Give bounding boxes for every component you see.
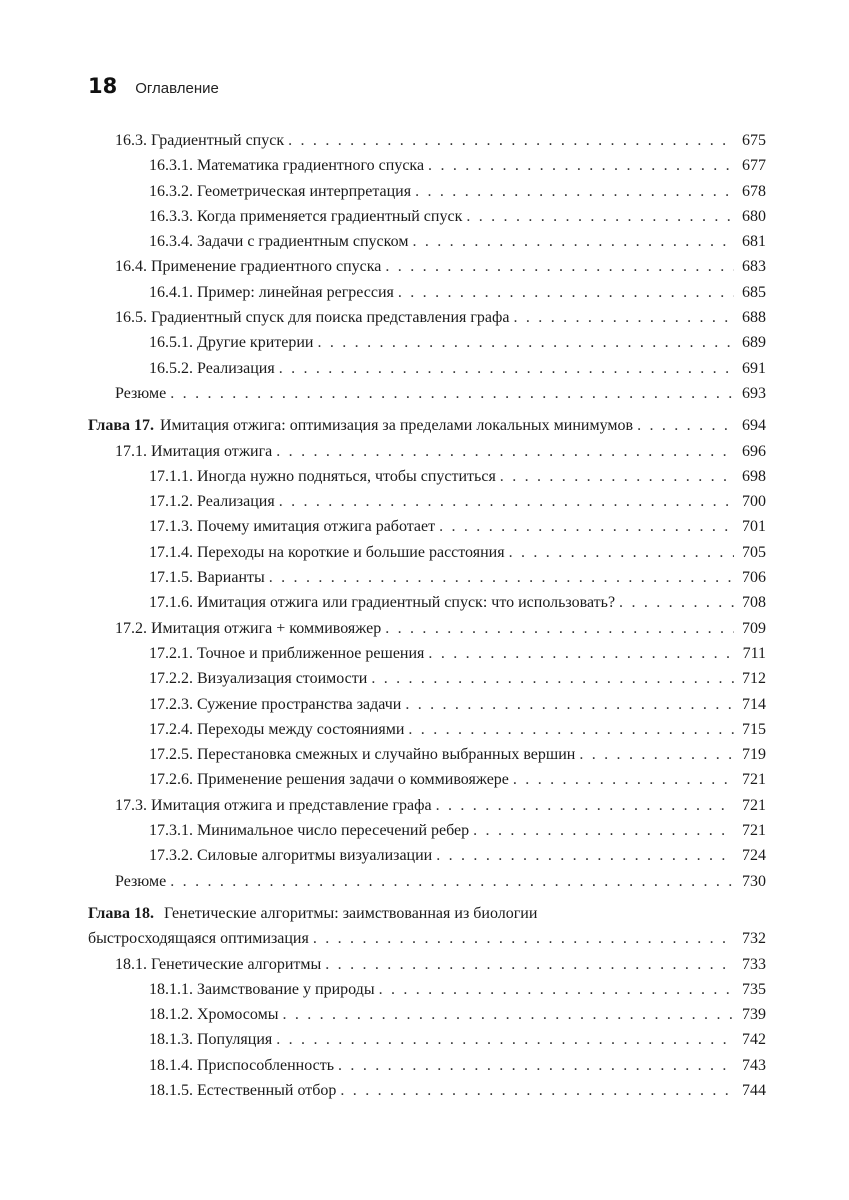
page-ref: 678 [742,182,766,200]
dot-leader [313,926,734,951]
toc-entry[interactable] [88,692,766,717]
chapter-label: Глава 18. [88,904,154,922]
page-ref: 721 [742,771,766,789]
entry-title: 16.4.1. Пример: линейная регрессия [149,283,394,301]
page-ref: 730 [742,872,766,890]
toc-entry[interactable] [88,229,766,254]
toc-entry[interactable] [88,977,766,1002]
toc-entry[interactable] [88,1078,766,1103]
dot-leader [288,128,734,153]
page-ref: 706 [742,569,766,587]
dot-leader [436,843,734,868]
dot-leader [466,204,734,229]
dot-leader [385,616,734,641]
toc-entry[interactable] [88,439,766,464]
toc-entry[interactable] [88,179,766,204]
page-ref: 735 [742,980,766,998]
entry-title: 17.2.3. Сужение пространства задачи [149,695,402,713]
page-ref: 708 [742,594,766,612]
entry-title: 17.1. Имитация отжига [115,442,273,460]
page-ref: 705 [742,543,766,561]
chapter-title-line2: быстросходящаяся оптимизация [88,930,309,948]
toc-entry[interactable] [88,590,766,615]
dot-leader [170,381,734,406]
entry-title: 17.1.1. Иногда нужно подняться, чтобы спуститься [149,467,496,485]
dot-leader [428,153,734,178]
toc-entry[interactable] [88,952,766,977]
page-ref: 677 [742,157,766,175]
toc-entry[interactable] [88,666,766,691]
toc-block-chapter18 [88,952,766,1104]
entry-title: 17.2. Имитация отжига + коммивояжер [115,619,382,637]
entry-title: 17.1.6. Имитация отжига или градиентный спуск: что использовать? [149,594,616,612]
dot-leader [514,305,735,330]
toc-entry[interactable] [88,742,766,767]
page-ref: 719 [742,746,766,764]
entry-title: 17.3.1. Минимальное число пересечений ребер [149,822,470,840]
toc-entry[interactable] [88,153,766,178]
page-ref: 715 [742,720,766,738]
toc-entry[interactable] [88,128,766,153]
dot-leader [170,869,734,894]
toc-entry[interactable] [88,489,766,514]
running-title: Оглавление [135,80,219,97]
toc-entry[interactable] [88,1002,766,1027]
entry-title: 16.3.3. Когда применяется градиентный спуск [149,207,463,225]
dot-leader [371,666,734,691]
page-ref: 700 [742,493,766,511]
page-ref: 685 [742,283,766,301]
toc-entry[interactable] [88,818,766,843]
toc-entry[interactable] [88,330,766,355]
toc-entry[interactable] [88,305,766,330]
toc-entry[interactable] [88,514,766,539]
toc-entry[interactable] [88,717,766,742]
page-ref: 688 [742,309,766,327]
entry-title: 17.1.4. Переходы на короткие и большие расстояния [149,543,505,561]
entry-title: 16.3.4. Задачи с градиентным спуском [149,233,409,251]
toc-block-chapter17 [88,439,766,894]
dot-leader [340,1078,734,1103]
toc-entry[interactable] [88,280,766,305]
entry-title: 16.3. Градиентный спуск [115,132,285,149]
dot-leader [619,590,734,615]
dot-leader [637,413,734,438]
page-ref: 681 [742,233,766,251]
entry-title: 17.2.2. Визуализация стоимости [149,670,368,688]
toc-entry[interactable] [88,254,766,279]
entry-title: Резюме [115,872,167,890]
dot-leader [398,280,734,305]
page-ref: 721 [742,822,766,840]
page-ref: 733 [742,955,766,973]
page-ref: 721 [742,796,766,814]
page-header [88,74,219,98]
toc-entry[interactable] [88,381,766,406]
chapter-title: Имитация отжига: оптимизация за пределами локальных минимумов [160,417,634,435]
dot-leader [428,641,734,666]
toc-entry[interactable] [88,1027,766,1052]
toc-entry[interactable] [88,641,766,666]
entry-title: 16.5. Градиентный спуск для поиска представления графа [115,309,510,327]
page-ref: 714 [742,695,766,713]
entry-title: 17.2.4. Переходы между состояниями [149,720,405,738]
page-ref: 732 [742,930,766,948]
toc-entry[interactable] [88,616,766,641]
toc-entry[interactable] [88,565,766,590]
dot-leader [405,692,734,717]
chapter-title-line1: Генетические алгоритмы: заимствованная из биологии [164,904,538,922]
entry-title: 17.1.3. Почему имитация отжига работает [149,518,436,536]
dot-leader [276,439,734,464]
dot-leader [279,356,734,381]
entry-title: 17.3. Имитация отжига и представление графа [115,796,432,814]
page-ref: 675 [742,132,766,149]
toc-entry[interactable] [88,793,766,818]
entry-title: 16.3.1. Математика градиентного спуска [149,157,425,175]
entry-title: 16.4. Применение градиентного спуска [115,258,382,276]
chapter-label: Глава 17. [88,417,154,435]
entry-title: 17.1.2. Реализация [149,493,275,511]
toc-block-chapter16 [88,128,766,406]
page-ref: 709 [742,619,766,637]
page-number: 18 [88,74,118,98]
page-ref: 711 [742,644,766,662]
page-ref: 743 [742,1056,766,1074]
dot-leader [317,330,734,355]
toc-entry[interactable] [88,869,766,894]
page-ref: 739 [742,1006,766,1024]
dot-leader [338,1053,734,1078]
entry-title: Резюме [115,384,167,402]
dot-leader [500,464,734,489]
page-ref: 680 [742,207,766,225]
page-ref: 742 [742,1031,766,1049]
dot-leader [412,229,734,254]
dot-leader [439,514,734,539]
toc-chapter-17[interactable] [88,413,766,438]
entry-title: 18.1.1. Заимствование у природы [149,980,375,998]
dot-leader [269,565,734,590]
dot-leader [579,742,734,767]
entry-title: 17.1.5. Варианты [149,569,265,587]
toc-entry[interactable] [88,1053,766,1078]
page-ref: 689 [742,334,766,352]
entry-title: 18.1. Генетические алгоритмы [115,955,322,973]
dot-leader [279,489,734,514]
page-ref: 696 [742,442,766,460]
entry-title: 17.2.5. Перестановка смежных и случайно выбранных вершин [149,746,576,764]
page-ref: 724 [742,847,766,865]
entry-title: 18.1.2. Хромосомы [149,1006,279,1024]
toc-entry[interactable] [88,767,766,792]
entry-title: 18.1.3. Популяция [149,1031,273,1049]
entry-title: 18.1.4. Приспособленность [149,1056,335,1074]
entry-title: 17.3.2. Силовые алгоритмы визуализации [149,847,433,865]
dot-leader [385,254,734,279]
toc-chapter-18[interactable] [88,901,766,952]
page-ref: 694 [742,417,766,435]
page-ref: 691 [742,359,766,377]
page-ref: 683 [742,258,766,276]
toc-entry[interactable] [88,356,766,381]
toc-entry[interactable] [88,464,766,489]
entry-title: 17.2.1. Точное и приближенное решения [149,644,425,662]
page-ref: 693 [742,384,766,402]
page-ref: 698 [742,467,766,485]
toc-entry[interactable] [88,540,766,565]
dot-leader [415,179,734,204]
page-ref: 744 [742,1081,766,1099]
dot-leader [513,767,734,792]
toc-entry[interactable] [88,843,766,868]
dot-leader [509,540,734,565]
dot-leader [473,818,734,843]
dot-leader [408,717,734,742]
dot-leader [282,1002,734,1027]
dot-leader [325,952,734,977]
entry-title: 16.5.2. Реализация [149,359,275,377]
page-ref: 701 [742,518,766,536]
dot-leader [276,1027,734,1052]
dot-leader [379,977,734,1002]
dot-leader [436,793,734,818]
entry-title: 16.3.2. Геометрическая интерпретация [149,182,412,200]
entry-title: 16.5.1. Другие критерии [149,334,314,352]
toc-entry[interactable] [88,204,766,229]
entry-title: 18.1.5. Естественный отбор [149,1081,337,1099]
entry-title: 17.2.6. Применение решения задачи о коммивояжере [149,771,509,789]
page-ref: 712 [742,670,766,688]
table-of-contents [88,128,766,1103]
